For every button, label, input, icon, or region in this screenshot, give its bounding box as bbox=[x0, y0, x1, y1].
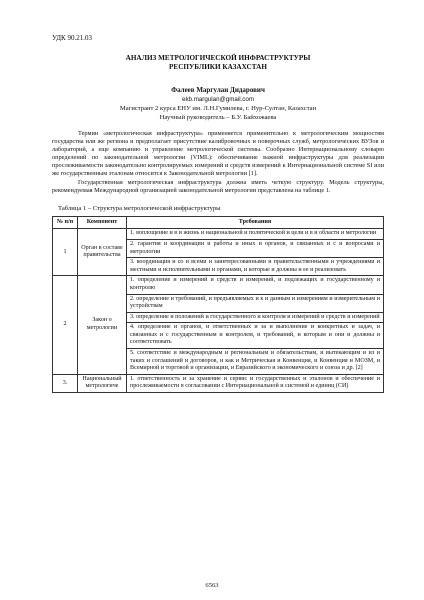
body-paragraph: Термин «метрологическая инфраструктура» применяется применительно к метрологическим мощностям государства или же региона и предполагает присутствие калибровочных и поверочных служб, метрологических ВУЗов и лабораторий, а еще компанию и управление метрологической системы. Сообразно Интернациональному словарю определений по законодательной метрологии (VIML): обеспечивание важной инфраструктуры для реализации прослеживаемости законодательно контролируемых измерений и средств измерений к Интернациональной системе SI или же государственным эталонам относится к Законодательной метрологии [1]. bbox=[52, 130, 384, 178]
requirement-cell: 1. ответственность и за хранение и сервис и государственных и эталонов и обеспечение и прослеживаемости в согласовании с Интернациональной и системой и единиц (СИ) bbox=[127, 374, 384, 392]
page-number: 6563 bbox=[205, 582, 219, 589]
table-caption: Таблица 1 – Структура метрологической инфраструктуры bbox=[58, 204, 221, 212]
table-header-row bbox=[53, 216, 384, 229]
requirement-cell: 1. воплощение и в и жизнь и национальной и политической и цели и в и области и метрологии bbox=[127, 229, 384, 240]
table-row bbox=[53, 229, 384, 240]
author-affiliation: Магистрант 2 курса ЕНУ им. Л.Н.Гумилева, г. Нур-Султан, Казахстан bbox=[119, 105, 317, 112]
header-requirements: Требования bbox=[127, 216, 384, 229]
author-email: ekb.margulan@gmail.com bbox=[182, 96, 254, 103]
author-name: Фалеев Маргулан Дидарович bbox=[171, 86, 265, 94]
row-component: Национальный метрологиче bbox=[78, 374, 127, 392]
row-number: 3. bbox=[53, 374, 78, 392]
row-number: 2 bbox=[53, 276, 78, 375]
row-number: 1 bbox=[53, 229, 78, 276]
title-line: АНАЛИЗ МЕТРОЛОГИЧЕСКОЙ ИНФРАСТРУКТУРЫ bbox=[125, 54, 311, 62]
requirement-cell: 5. соответствие и международным и региональным и обязательствам, и вытекающим и из и таких и соглашений и договоров, и как и Метрическая и Конвенция, и Конвенция и МОЗМ, и Всемирной и торговой и организации, и Евразийского и экономического и союза и др. [2] bbox=[127, 349, 384, 375]
udk-code: УДК 90.21.03 bbox=[52, 34, 92, 42]
body-paragraph: Государственная метрологическая инфраструктура должна иметь четкую структуру. Модель структуры, рекомендуемая Международной организацией законодательной метрологии представлена на таблице 1. bbox=[52, 178, 384, 194]
row-component: Орган в составе правительства bbox=[78, 229, 127, 276]
title-line: РЕСПУБЛИКИ КАЗАХСТАН bbox=[169, 63, 267, 71]
table-row bbox=[53, 276, 384, 294]
structure-table bbox=[52, 216, 384, 393]
requirement-cell: 4. определение и органов, и ответственных и за и выполнение и конкретных и задач, и связанных и с государственным и контролем, и требований, и которым и они и должны и соответствовать bbox=[127, 323, 384, 349]
header-component: Компонент bbox=[78, 216, 127, 229]
header-number: № п/п bbox=[53, 216, 78, 229]
paper-title bbox=[52, 54, 384, 72]
requirement-cell: 1. определение и измерений и средств и измерений, и подлежащих и государственному и контролю bbox=[127, 276, 384, 294]
table-row bbox=[53, 374, 384, 392]
row-component: Закон о метрологии bbox=[78, 276, 127, 375]
requirement-cell: 3. координация и со и всеми и заинтересованными и правительственными и учреждениями и местными и исполнительными и органами, и которые и должны и ее и реализовать bbox=[127, 258, 384, 276]
requirement-cell: 2. определение и требований, и предъявляемых и к и данным и измерениям и измерительным и устройствам bbox=[127, 294, 384, 312]
requirement-cell: 3. определение и положений и государственного и контроля и измерений и средств и измерений bbox=[127, 312, 384, 323]
requirement-cell: 2. гарантия и координации и работы и иных и органов, и связанных и с и вопросами и метрологии bbox=[127, 239, 384, 257]
supervisor: Научный руководитель – Б.У. Байхожаева bbox=[159, 114, 277, 121]
